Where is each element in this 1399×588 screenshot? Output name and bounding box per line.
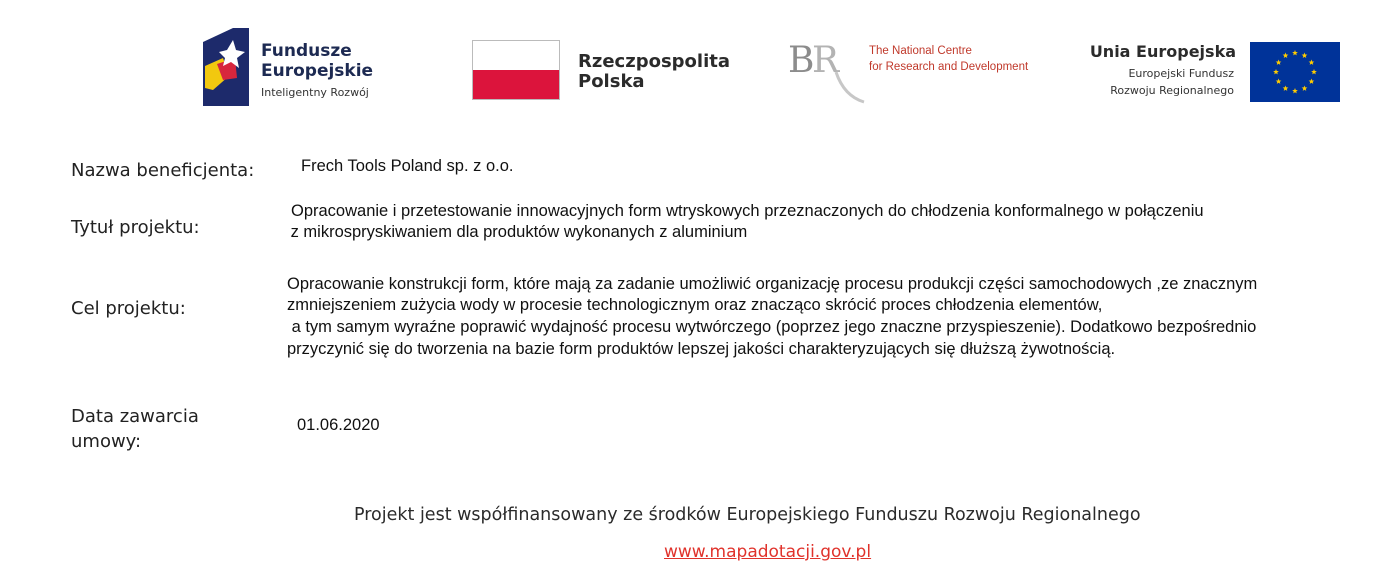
project-title-label: Tytuł projektu: xyxy=(71,217,200,238)
project-goal-label: Cel projektu: xyxy=(71,298,186,319)
svg-text:B: B xyxy=(788,40,815,81)
project-goal-line2: zmniejszeniem zużycia wody w procesie technologicznym oraz znacząco skrócić proces chłodzenia elementów, xyxy=(287,296,1103,314)
fundusze-europejskie-emblem-icon xyxy=(203,28,251,106)
beneficiary-label: Nazwa beneficjenta: xyxy=(71,160,255,181)
polish-flag-icon xyxy=(472,40,560,100)
ue-line3: Rozwoju Regionalnego xyxy=(1110,84,1234,97)
fundusze-line1: Fundusze xyxy=(261,41,352,61)
beneficiary-value: Frech Tools Poland sp. z o.o. xyxy=(301,157,514,175)
ncbr-line1: The National Centre xyxy=(869,45,972,57)
fundusze-line2: Europejskie xyxy=(261,61,374,81)
rzeczpospolita-polska-logo xyxy=(472,40,742,102)
rp-line2: Polska xyxy=(578,71,645,92)
ue-line1: Unia Europejska xyxy=(1089,42,1236,61)
mapadotacji-link[interactable]: www.mapadotacji.gov.pl xyxy=(664,542,872,562)
contract-date-value: 01.06.2020 xyxy=(297,416,380,434)
fundusze-line3: Inteligentny Rozwój xyxy=(261,86,369,99)
contract-date-label-line2: umowy: xyxy=(71,431,142,452)
cofinancing-statement: Projekt jest współfinansowany ze środków Europejskiego Funduszu Rozwoju Regionalnego xyxy=(354,505,1141,525)
project-goal-line4: przyczynić się do tworzenia na bazie form produktów lepszej jakości charakteryzujących się dłuższą żywotnością. xyxy=(287,340,1116,358)
project-goal-line3: a tym samym wyraźne poprawić wydajność procesu wytwórczego (poprzez jego znaczne przyspieszenie). Dodatkowo bezpośrednio xyxy=(287,318,1257,336)
svg-text:R: R xyxy=(812,40,840,81)
project-title-line1: Opracowanie i przetestowanie innowacyjnych form wtryskowych przeznaczonych do chłodzenia konformalnego w połączeniu xyxy=(291,202,1204,220)
rp-line1: Rzeczpospolita xyxy=(578,51,730,72)
ncbr-br-emblem-icon xyxy=(786,36,866,106)
ncbr-logo xyxy=(786,36,1036,108)
contract-date-label-line1: Data zawarcia xyxy=(71,406,199,427)
project-goal-line1: Opracowanie konstrukcji form, które mają za zadanie umożliwić organizację procesu produkcji części samochodowych ,ze znacznym xyxy=(287,275,1258,293)
ue-line2: Europejski Fundusz xyxy=(1128,67,1234,80)
unia-europejska-logo xyxy=(1068,38,1340,104)
fundusze-europejskie-logo xyxy=(203,28,403,108)
eu-flag-icon xyxy=(1250,42,1340,102)
project-title-line2: z mikrospryskiwaniem dla produktów wykonanych z aluminium xyxy=(286,223,748,241)
ncbr-line2: for Research and Development xyxy=(869,61,1029,73)
